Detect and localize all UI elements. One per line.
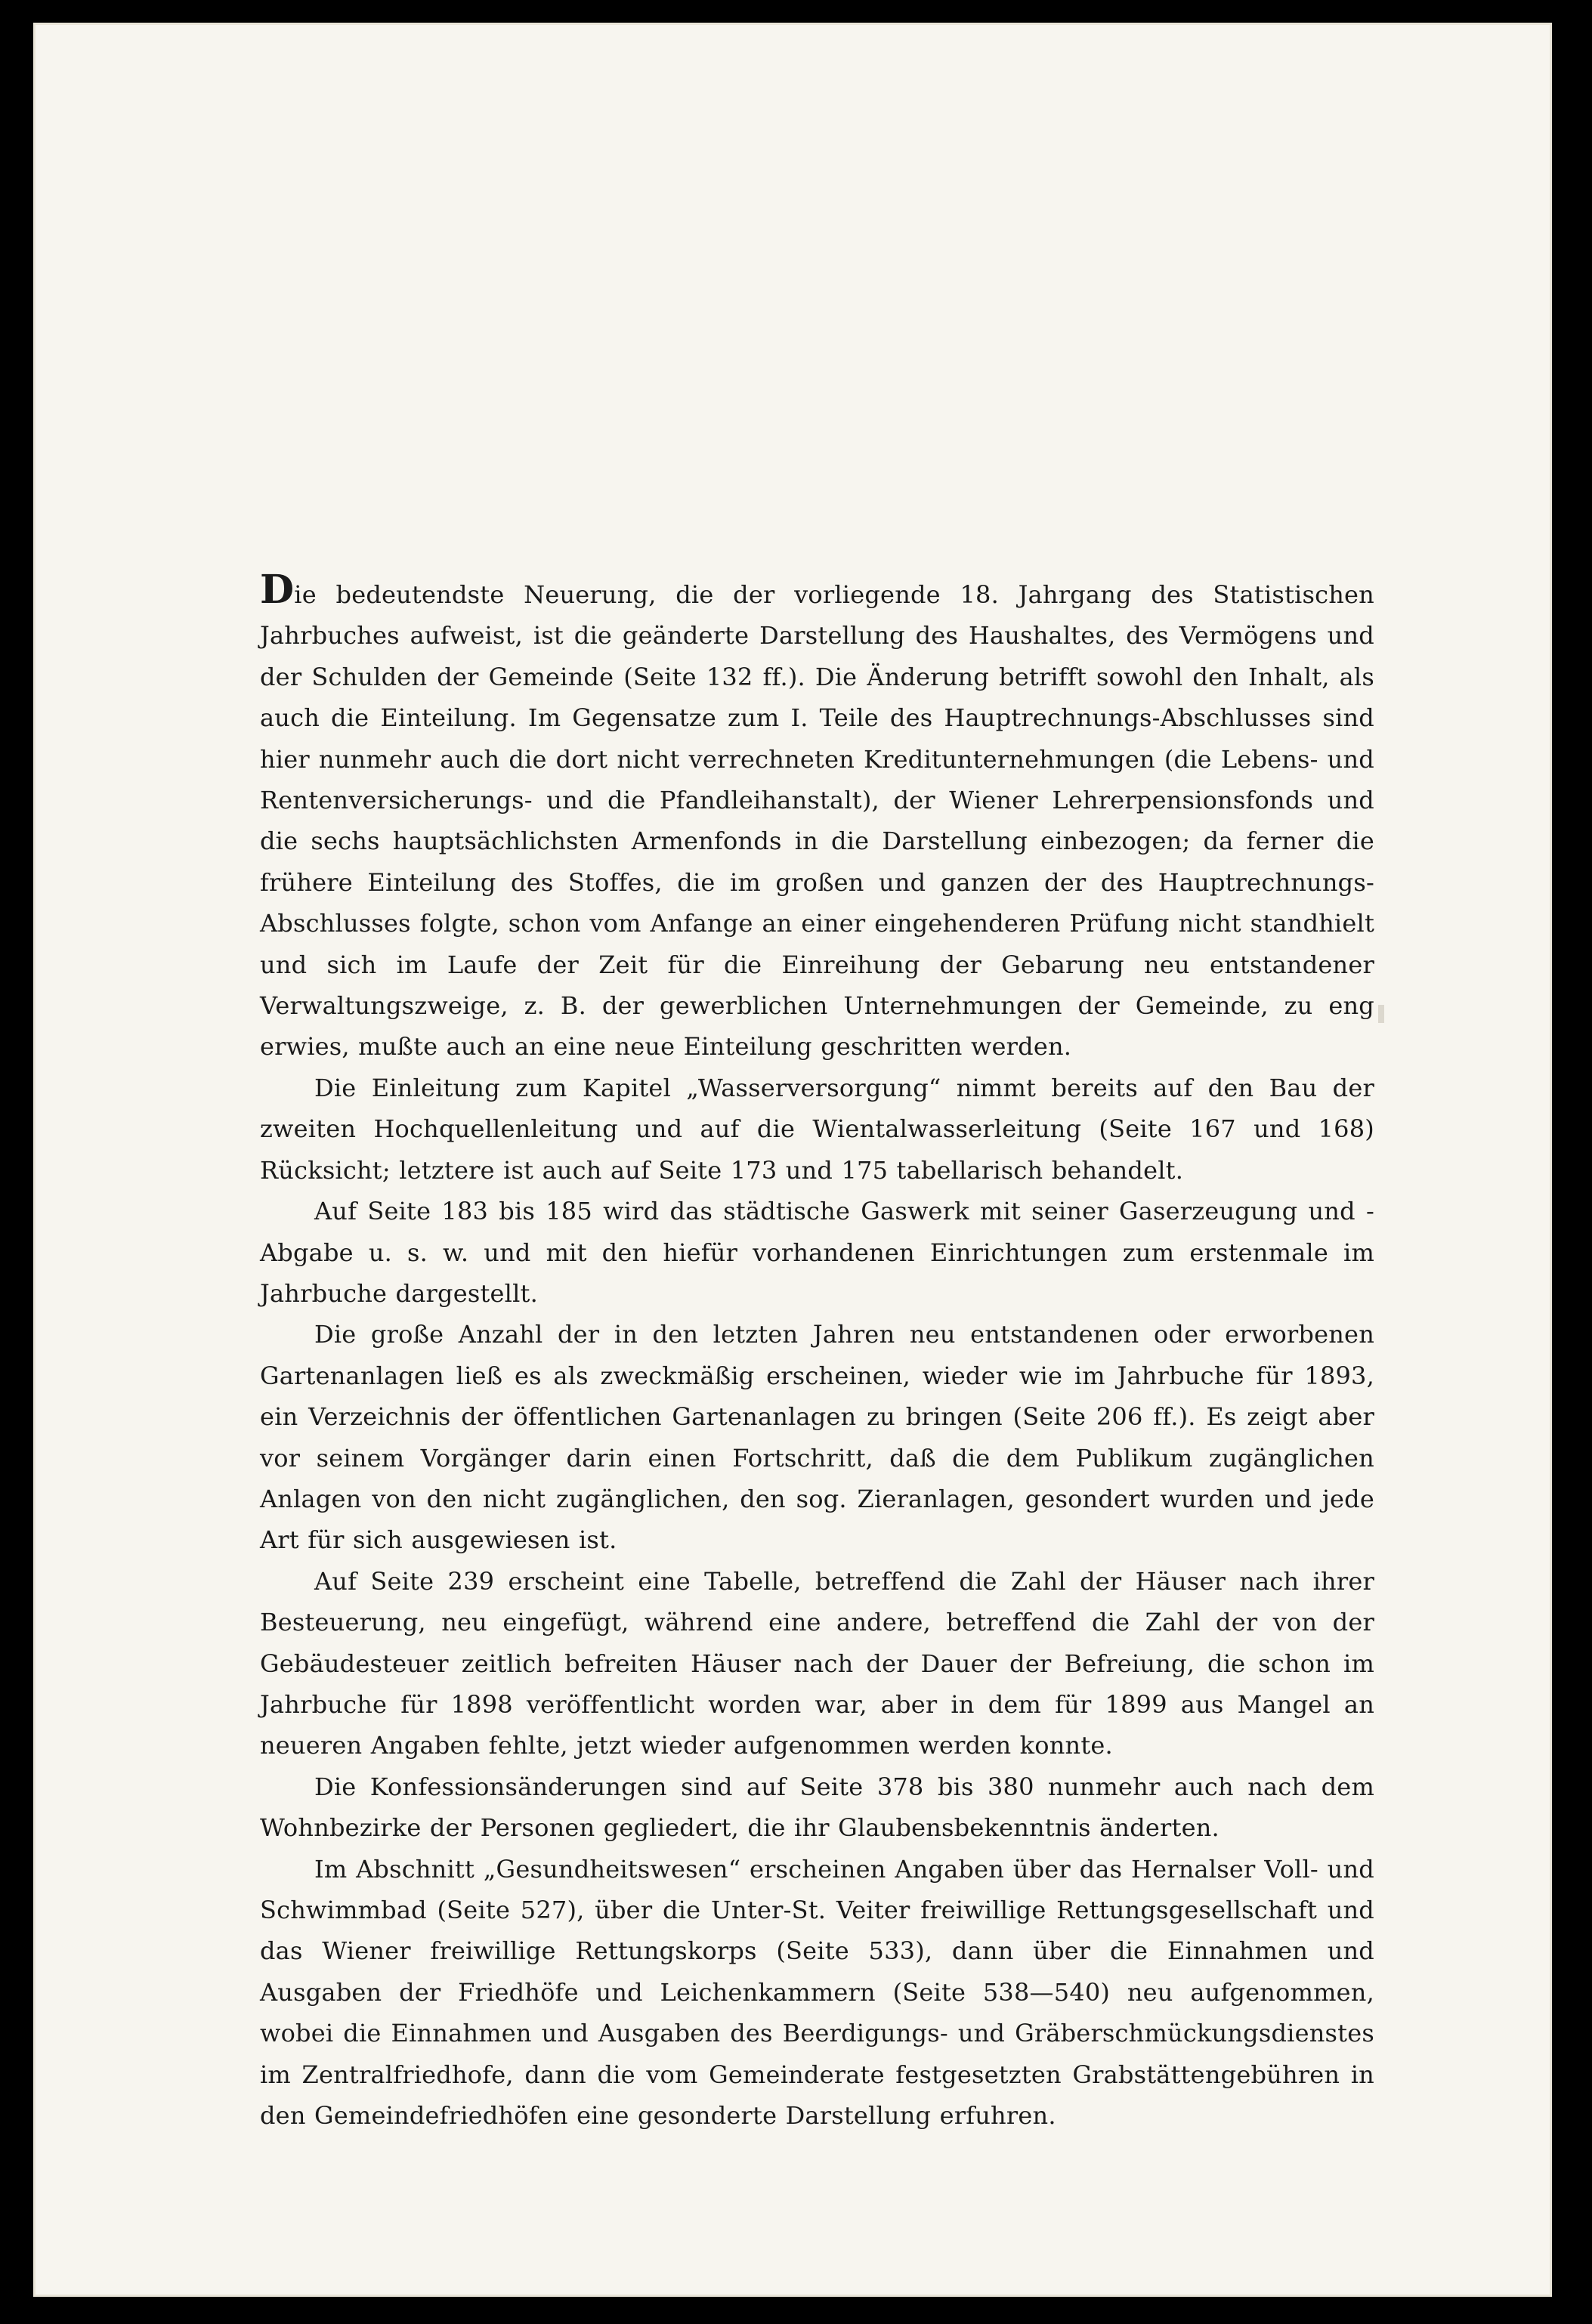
paragraph-1-text: ie bedeutendste Neuerung, die der vorliegende 18. Jahrgang des Statistischen Jahrbuches aufweist, ist die geänderte Darstellung des Haushaltes, des Vermögens und der Schulden der Gemeinde (Seite 132 ff.). Die Änderung betrifft sowohl den Inhalt, als auch die Einteilung. Im Gegensatze zum I. Teile des Hauptrechnungs-Abschlusses sind hier nunmehr auch die dort nicht verrechneten Kreditunternehmungen (die Lebens- und Rentenversicherungs- und die Pfandleihanstalt), der Wiener Lehrerpensionsfonds und die sechs hauptsächlichsten Armenfonds in die Darstellung einbezogen; da ferner die frühere Einteilung des Stoffes, die im großen und ganzen der des Hauptrechnungs-Abschlusses folgte, schon vom Anfange an einer eingehenderen Prüfung nicht standhielt und sich im Laufe der Zeit für die Einreihung der Gebarung neu entstandener Verwaltungszweige, z. B. der gewerblichen Unternehmungen der Gemeinde, zu eng erwies, mußte auch an eine neue Einteilung geschritten werden. [260, 580, 1374, 1062]
margin-smudge [1378, 1005, 1384, 1023]
document-page [33, 23, 1552, 2297]
paragraph-2: Die Einleitung zum Kapitel „Wasserversorgung“ nimmt bereits auf den Bau der zweiten Hochquellenleitung und auf die Wientalwasserleitung (Seite 167 und 168) Rücksicht; letztere ist auch auf Seite 173 und 175 tabellarisch behandelt. [260, 1073, 1374, 1185]
drop-cap-initial: D [260, 567, 295, 613]
paragraph-7: Im Abschnitt „Gesundheitswesen“ erscheinen Angaben über das Hernalser Voll- und Schwimmbad (Seite 527), über die Unter-St. Veiter freiwillige Rettungsgesellschaft und das Wiener freiwillige Rettungskorps (Seite 533), dann über die Einnahmen und Ausgaben der Friedhöfe und Leichenkammern (Seite 538—540) neu aufgenommen, wobei die Einnahmen und Ausgaben des Beerdigungs- und Gräberschmückungsdienstes im Zentralfriedhofe, dann die vom Gemeinderate festgesetzten Grabstättengebühren in den Gemeindefriedhöfen eine gesonderte Darstellung erfuhren. [260, 1854, 1374, 2131]
paragraph-1 [260, 567, 1374, 1068]
paragraph-3: Auf Seite 183 bis 185 wird das städtische Gaswerk mit seiner Gaserzeugung und -Abgabe u. s. w. und mit den hiefür vorhandenen Einrichtungen zum erstenmale im Jahrbuche dargestellt. [260, 1197, 1374, 1308]
paragraph-6: Die Konfessionsänderungen sind auf Seite 378 bis 380 nunmehr auch nach dem Wohnbezirke der Personen gegliedert, die ihr Glaubensbekenntnis änderten. [260, 1772, 1374, 1843]
paragraph-4: Die große Anzahl der in den letzten Jahren neu entstandenen oder erworbenen Gartenanlagen ließ es als zweckmäßig erscheinen, wieder wie im Jahrbuche für 1893, ein Verzeichnis der öffentlichen Gartenanlagen zu bringen (Seite 206 ff.). Es zeigt aber vor seinem Vorgänger darin einen Fortschritt, daß die dem Publikum zugänglichen Anlagen von den nicht zugänglichen, den sog. Zieranlagen, gesondert wurden und jede Art für sich ausgewiesen ist. [260, 1320, 1374, 1555]
paragraph-5: Auf Seite 239 erscheint eine Tabelle, betreffend die Zahl der Häuser nach ihrer Besteuerung, neu eingefügt, während eine andere, betreffend die Zahl der von der Gebäudesteuer zeitlich befreiten Häuser nach der Dauer der Befreiung, die schon im Jahrbuche für 1898 veröffentlicht worden war, aber in dem für 1899 aus Mangel an neueren Angaben fehlte, jetzt wieder aufgenommen werden konnte. [260, 1566, 1374, 1760]
body-text [260, 567, 1374, 2136]
